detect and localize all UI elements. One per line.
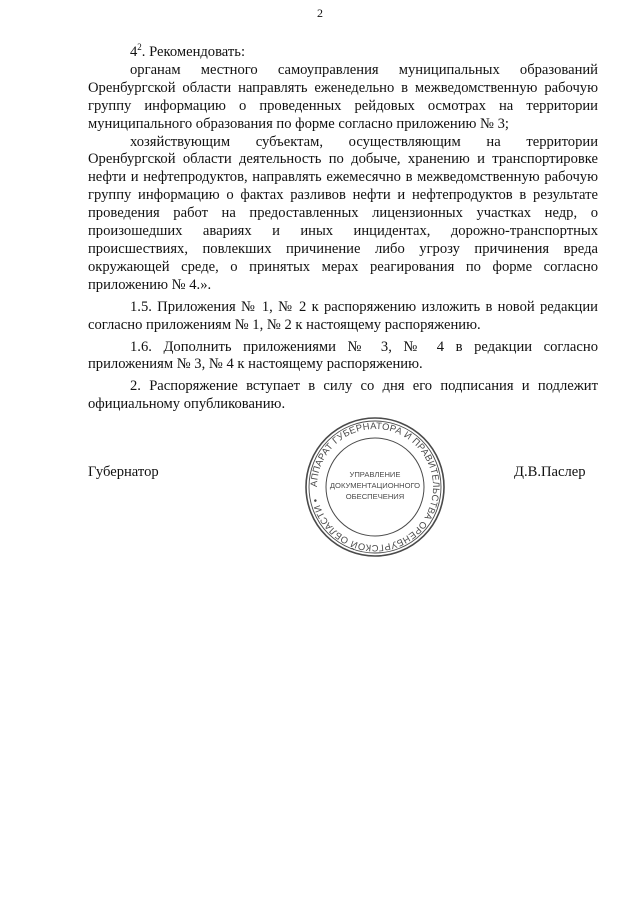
seal-center-line-3: ОБЕСПЕЧЕНИЯ (345, 492, 405, 501)
paragraph-1-6: 1.6. Дополнить приложениями № 3, № 4 в редакции согласно приложениям № 3, № 4 к настоящему распоряжению. (88, 338, 598, 373)
document-body (88, 44, 598, 414)
paragraph-business-entities: хозяйствующим субъектам, осуществляющим на территории Оренбургской области деятельность по добыче, хранению и транспортировке нефти и нефтепродуктов, направлять ежемесячно в межведомственную рабочую группу информацию о фактах разливов нефти и нефтепродуктов в результате проведения работ на предоставленных лицензионных участках недр, о произошедших авариях и иных инцидентах, дорожно-транспортных происшествиях, повлекших причинение либо угрозу причинения вреда окружающей среде, о принятых мерах реагирования по форме согласно приложению № 4.». (88, 133, 598, 293)
paragraph-1-5: 1.5. Приложения № 1, № 2 к распоряжению изложить в новой редакции согласно приложениям № 1, № 2 к настоящему распоряжению. (88, 298, 598, 333)
official-seal-stamp (304, 416, 446, 558)
seal-ring-text: АППАРАТ ГУБЕРНАТОРА И ПРАВИТЕЛЬСТВА ОРЕНБУРГСКОЙ ОБЛАСТИ • (307, 419, 443, 555)
signatory-position: Губернатор (88, 464, 159, 480)
paragraph-number: 4 (130, 44, 138, 60)
paragraph-local-authorities: органам местного самоуправления муниципальных образований Оренбургской области направлять еженедельно в межведомственную рабочую группу информацию о проведенных рейдовых осмотрах на территории муниципального образования по форме согласно приложению № 3; (88, 61, 598, 132)
signatory-name: Д.В.Паслер (514, 464, 586, 480)
paragraph-heading: . Рекомендовать: (141, 44, 245, 60)
paragraph-recommend (88, 44, 598, 62)
paragraph-2: 2. Распоряжение вступает в силу со дня его подписания и подлежит официальному опубликованию. (88, 378, 598, 413)
seal-center-line-2: ДОКУМЕНТАЦИОННОГО (329, 481, 421, 490)
page-number: 2 (317, 6, 323, 20)
seal-center-line-1: УПРАВЛЕНИЕ (349, 470, 401, 479)
paragraph-number-superscript: 2 (137, 42, 142, 53)
